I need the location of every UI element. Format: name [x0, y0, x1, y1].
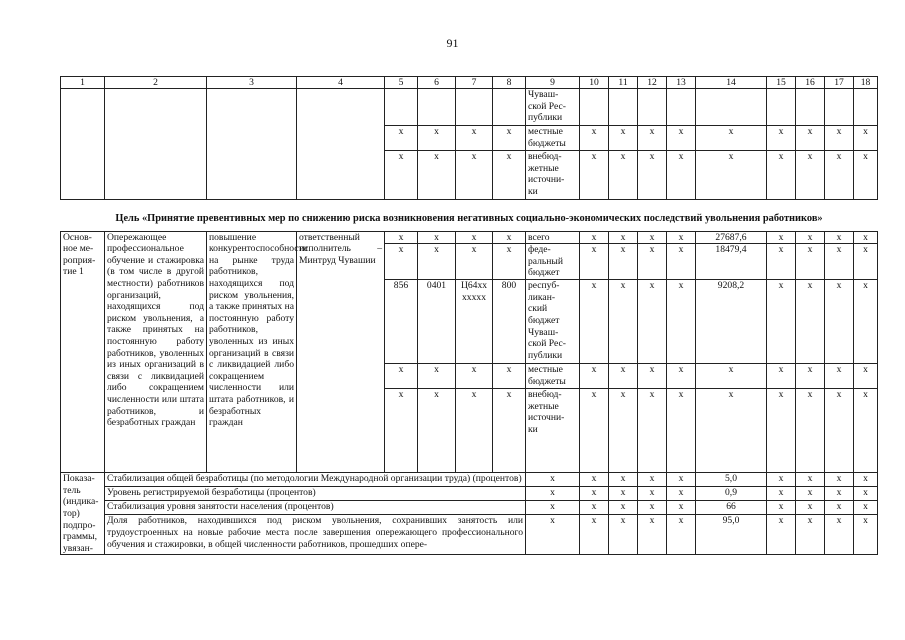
value-cell: х	[638, 244, 667, 280]
value-cell: х	[638, 501, 667, 515]
value-cell: х	[580, 126, 609, 151]
value-cell: х	[767, 501, 796, 515]
funding-source-cell: респуб- ликан- ский бюджет Чуваш- ской Рес- публики	[526, 280, 580, 364]
value-cell: 66	[696, 501, 767, 515]
column-number-cell: 1	[61, 77, 105, 89]
empty-cell	[493, 89, 526, 126]
value-cell: х	[796, 126, 825, 151]
column-number-cell: 7	[456, 77, 493, 89]
value-cell: 95,0	[696, 515, 767, 555]
empty-cell	[297, 89, 385, 200]
value-cell: х	[667, 501, 696, 515]
value-cell: х	[418, 151, 456, 200]
value-cell: х	[385, 231, 418, 244]
column-number-cell: 17	[825, 77, 854, 89]
indicator-label-cell: Показа- тель (индика- тор) подпро- граммы, увязан-	[61, 473, 105, 555]
column-number-cell: 10	[580, 77, 609, 89]
value-cell: х	[825, 501, 854, 515]
value-cell: х	[667, 473, 696, 487]
column-number-cell: 15	[767, 77, 796, 89]
value-cell: х	[854, 126, 878, 151]
value-cell: х	[493, 231, 526, 244]
value-cell: х	[580, 244, 609, 280]
page-number: 91	[446, 36, 459, 50]
value-cell: х	[854, 231, 878, 244]
value-cell: х	[493, 151, 526, 200]
value-cell: х	[825, 364, 854, 389]
empty-cell	[696, 89, 767, 126]
column-number-cell: 4	[297, 77, 385, 89]
value-cell: х	[825, 389, 854, 473]
measure-name-cell: Опережающее профессиональное обучение и стажировка (в том числе в другой местности) работников организаций, находящихся под риском увольнения, а также принятых на постоянную работу работников, уволенных из иных организаций в связи с ликвидацией либо сокращением численности или штата работников, и безработных граждан	[105, 231, 207, 473]
value-cell: 0,9	[696, 487, 767, 501]
indicator-text-cell: Доля работников, находившихся под риском увольнения, сохранивших занятость или трудоустроенных на новые рабочие места после завершения опережающего профессионального обучения и стажировки, в общей численности работников, прошедших опере-	[105, 515, 526, 555]
value-cell: х	[796, 487, 825, 501]
value-cell: х	[580, 364, 609, 389]
column-number-cell: 9	[526, 77, 580, 89]
value-cell: х	[796, 389, 825, 473]
funding-source-cell: всего	[526, 231, 580, 244]
value-cell: х	[638, 231, 667, 244]
column-number-cell: 11	[609, 77, 638, 89]
value-cell: х	[456, 126, 493, 151]
value-cell: х	[767, 231, 796, 244]
value-cell: х	[638, 280, 667, 364]
value-cell: х	[854, 487, 878, 501]
value-cell: х	[767, 515, 796, 555]
value-cell: х	[638, 515, 667, 555]
value-cell: х	[580, 473, 609, 487]
empty-cell	[767, 89, 796, 126]
indicator-row	[61, 501, 878, 515]
value-cell: х	[825, 280, 854, 364]
value-cell: х	[493, 389, 526, 473]
value-cell: х	[638, 126, 667, 151]
empty-cell	[825, 89, 854, 126]
value-cell: х	[825, 151, 854, 200]
value-cell: х	[385, 126, 418, 151]
value-cell: х	[580, 515, 609, 555]
goal-heading: Цель «Принятие превентивных мер по снижению риска возникновения негативных социально-экономических последствий увольнения работников»	[115, 213, 823, 224]
value-cell: х	[825, 126, 854, 151]
empty-cell	[854, 89, 878, 126]
value-cell: х	[609, 389, 638, 473]
value-cell: х	[667, 151, 696, 200]
column-number-cell: 16	[796, 77, 825, 89]
value-cell: х	[526, 473, 580, 487]
column-number-cell: 2	[105, 77, 207, 89]
value-cell: х	[825, 231, 854, 244]
value-cell: х	[456, 244, 493, 280]
value-cell: х	[580, 389, 609, 473]
value-cell: 856	[385, 280, 418, 364]
empty-cell	[609, 89, 638, 126]
value-cell: х	[796, 515, 825, 555]
funding-source-cell: внебюд- жетные источни- ки	[526, 389, 580, 473]
value-cell: х	[526, 501, 580, 515]
value-cell: х	[385, 151, 418, 200]
value-cell: х	[638, 473, 667, 487]
value-cell: х	[456, 389, 493, 473]
value-cell: х	[854, 473, 878, 487]
column-number-cell: 14	[696, 77, 767, 89]
value-cell: х	[526, 515, 580, 555]
value-cell: х	[609, 231, 638, 244]
value-cell: х	[609, 501, 638, 515]
indicator-row	[61, 473, 878, 487]
table-row	[61, 89, 878, 126]
value-cell: х	[796, 244, 825, 280]
column-number-row	[61, 77, 878, 89]
value-cell: х	[767, 389, 796, 473]
value-cell: х	[767, 280, 796, 364]
value-cell: х	[609, 473, 638, 487]
value-cell: х	[667, 231, 696, 244]
empty-cell	[207, 89, 297, 200]
value-cell: х	[638, 487, 667, 501]
indicator-text-cell: Стабилизация уровня занятости населения (процентов)	[105, 501, 526, 515]
value-cell: 5,0	[696, 473, 767, 487]
funding-source-cell: местные бюджеты	[526, 126, 580, 151]
value-cell: х	[493, 364, 526, 389]
value-cell: х	[580, 487, 609, 501]
value-cell: х	[854, 515, 878, 555]
value-cell: х	[767, 364, 796, 389]
value-cell: х	[385, 364, 418, 389]
value-cell: х	[796, 473, 825, 487]
value-cell: х	[493, 126, 526, 151]
empty-cell	[638, 89, 667, 126]
value-cell: х	[854, 364, 878, 389]
value-cell: х	[418, 364, 456, 389]
indicator-row	[61, 515, 878, 555]
value-cell: х	[638, 151, 667, 200]
value-cell: х	[580, 151, 609, 200]
column-number-cell: 6	[418, 77, 456, 89]
value-cell: х	[638, 389, 667, 473]
value-cell: х	[493, 244, 526, 280]
value-cell: х	[385, 244, 418, 280]
value-cell: х	[609, 280, 638, 364]
value-cell: х	[667, 487, 696, 501]
value-cell: х	[456, 231, 493, 244]
empty-cell	[456, 89, 493, 126]
indicator-text-cell: Стабилизация общей безработицы (по методологии Международной организации труда) (процентов)	[105, 473, 526, 487]
value-cell: х	[825, 487, 854, 501]
value-cell: х	[854, 151, 878, 200]
value-cell: х	[609, 515, 638, 555]
column-number-cell: 3	[207, 77, 297, 89]
value-cell: х	[796, 280, 825, 364]
value-cell: х	[825, 244, 854, 280]
value-cell: 9208,2	[696, 280, 767, 364]
measure-goal-cell: повышение конкурентоспособности на рынке труда работников, находящихся под риском увольнения, а также принятых на постоянную работу работников, уволенных из иных организаций в связи с ликвидацией либо сокращением численности или штата работников, и безработных граждан	[207, 231, 297, 473]
executor-cell: ответственный исполнитель – Минтруд Чувашии	[297, 231, 385, 473]
indicator-row	[61, 487, 878, 501]
indicator-text-cell: Уровень регистрируемой безработицы (процентов)	[105, 487, 526, 501]
value-cell: х	[767, 126, 796, 151]
funding-source-cell: местные бюджеты	[526, 364, 580, 389]
value-cell: х	[580, 280, 609, 364]
value-cell: х	[609, 126, 638, 151]
value-cell: х	[696, 126, 767, 151]
value-cell: х	[580, 231, 609, 244]
empty-cell	[61, 89, 105, 200]
value-cell: х	[418, 231, 456, 244]
empty-cell	[580, 89, 609, 126]
funding-source-cell: внебюд- жетные источни- ки	[526, 151, 580, 200]
value-cell: х	[609, 364, 638, 389]
value-cell: 0401	[418, 280, 456, 364]
value-cell: х	[638, 364, 667, 389]
column-number-cell: 13	[667, 77, 696, 89]
goal-row	[61, 200, 878, 232]
value-cell: х	[696, 151, 767, 200]
value-cell: х	[667, 126, 696, 151]
value-cell: х	[418, 244, 456, 280]
value-cell: х	[609, 151, 638, 200]
value-cell: х	[796, 501, 825, 515]
empty-cell	[667, 89, 696, 126]
value-cell: х	[796, 151, 825, 200]
value-cell: х	[667, 364, 696, 389]
value-cell: х	[696, 364, 767, 389]
value-cell: х	[418, 126, 456, 151]
value-cell: 27687,6	[696, 231, 767, 244]
column-number-cell: 5	[385, 77, 418, 89]
column-number-cell: 8	[493, 77, 526, 89]
value-cell: х	[796, 364, 825, 389]
funding-source-cell: феде- ральный бюджет	[526, 244, 580, 280]
measure-row	[61, 231, 878, 244]
empty-cell	[105, 89, 207, 200]
value-cell: х	[854, 389, 878, 473]
value-cell: х	[825, 515, 854, 555]
value-cell: х	[854, 280, 878, 364]
value-cell: х	[609, 487, 638, 501]
value-cell: 18479,4	[696, 244, 767, 280]
value-cell: х	[667, 280, 696, 364]
value-cell: х	[767, 473, 796, 487]
value-cell: х	[667, 389, 696, 473]
value-cell: х	[825, 473, 854, 487]
goal-cell	[61, 200, 878, 232]
value-cell: Ц64хх ххххх	[456, 280, 493, 364]
funding-source-cell: Чуваш- ской Рес- публики	[526, 89, 580, 126]
value-cell: х	[456, 364, 493, 389]
value-cell: х	[767, 151, 796, 200]
value-cell: х	[526, 487, 580, 501]
value-cell: х	[696, 389, 767, 473]
empty-cell	[418, 89, 456, 126]
value-cell: х	[667, 515, 696, 555]
column-number-cell: 18	[854, 77, 878, 89]
value-cell: х	[418, 389, 456, 473]
column-number-cell: 12	[638, 77, 667, 89]
value-cell: 800	[493, 280, 526, 364]
value-cell: х	[854, 501, 878, 515]
value-cell: х	[854, 244, 878, 280]
value-cell: х	[767, 244, 796, 280]
value-cell: х	[767, 487, 796, 501]
value-cell: х	[456, 151, 493, 200]
empty-cell	[385, 89, 418, 126]
value-cell: х	[609, 244, 638, 280]
empty-cell	[796, 89, 825, 126]
measure-label-cell: Основ- ное ме- роприя- тие 1	[61, 231, 105, 473]
program-table	[60, 76, 878, 555]
value-cell: х	[580, 501, 609, 515]
value-cell: х	[667, 244, 696, 280]
value-cell: х	[385, 389, 418, 473]
value-cell: х	[796, 231, 825, 244]
